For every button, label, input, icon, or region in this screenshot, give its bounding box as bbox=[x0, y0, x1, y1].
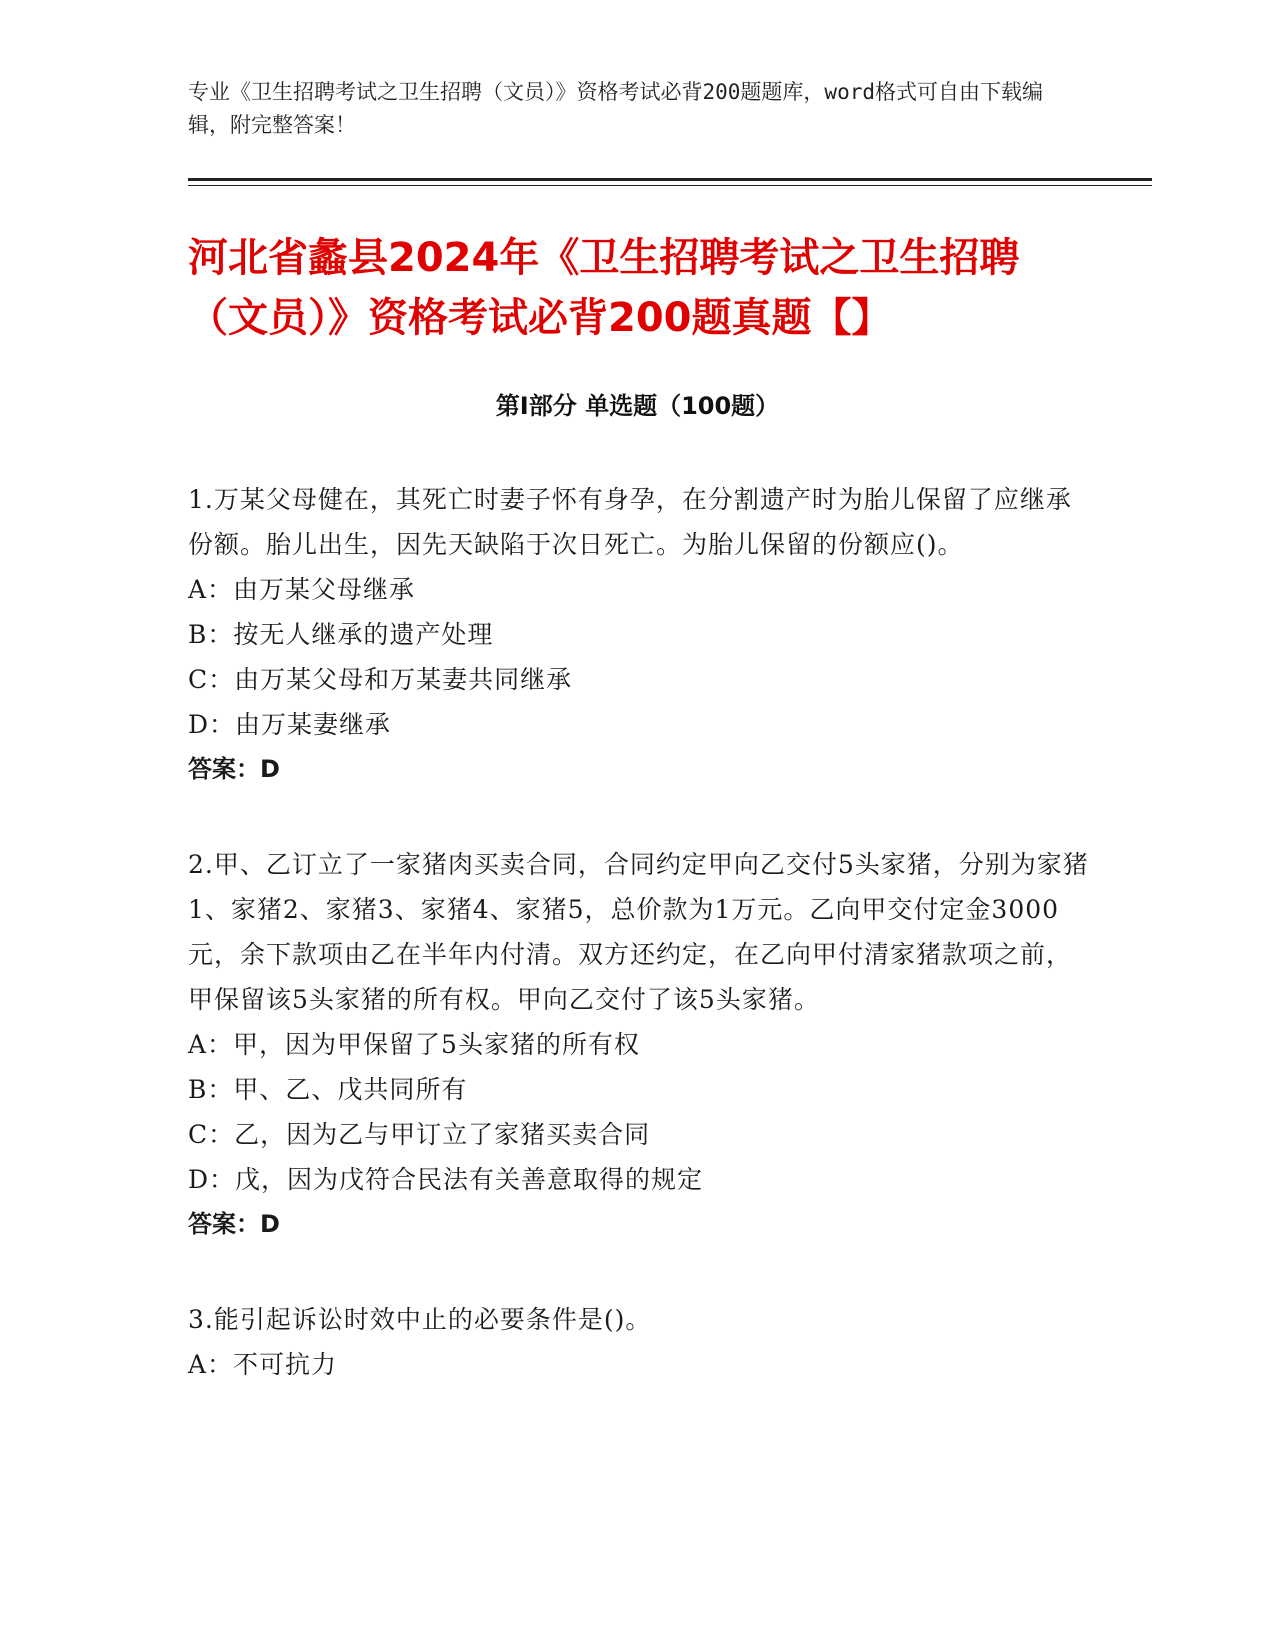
header-rule-thick bbox=[188, 178, 1152, 181]
question-stem: 2.甲、乙订立了一家猪肉买卖合同，合同约定甲向乙交付5头家猪，分别为家猪1、家猪2、家猪3、家猪4、家猪5，总价款为1万元。乙向甲交付定金3000元，余下款项由乙在半年内付清。双方还约定，在乙向甲付清家猪款项之前，甲保留该5头家猪的所有权。甲向乙交付了该5头家猪。 bbox=[188, 850, 1089, 1014]
option-c: C：由万某父母和万某妻共同继承 bbox=[188, 665, 573, 694]
option-c: C：乙，因为乙与甲订立了家猪买卖合同 bbox=[188, 1120, 651, 1149]
question-item bbox=[188, 1297, 1093, 1387]
header-note: 专业《卫生招聘考试之卫生招聘（文员）》资格考试必背200题题库，word格式可自由下载编辑，附完整答案！ bbox=[188, 80, 1043, 137]
answer-line: 答案：D bbox=[188, 1210, 280, 1238]
question-stem: 3.能引起诉讼时效中止的必要条件是()。 bbox=[188, 1305, 652, 1334]
question-list bbox=[188, 477, 1093, 1437]
question-item bbox=[188, 842, 1093, 1247]
option-a: A：由万某父母继承 bbox=[188, 575, 416, 604]
header-rule-thin bbox=[188, 185, 1152, 186]
option-b: B：甲、乙、戊共同所有 bbox=[188, 1075, 468, 1104]
question-item bbox=[188, 477, 1093, 792]
question-stem: 1.万某父母健在，其死亡时妻子怀有身孕，在分割遗产时为胎儿保留了应继承份额。胎儿出生，因先天缺陷于次日死亡。为胎儿保留的份额应()。 bbox=[188, 485, 1072, 559]
answer-line: 答案：D bbox=[188, 755, 280, 783]
option-a: A：不可抗力 bbox=[188, 1350, 338, 1379]
option-d: D：戊，因为戊符合民法有关善意取得的规定 bbox=[188, 1165, 704, 1194]
document-title: 河北省蠡县2024年《卫生招聘考试之卫生招聘（文员）》资格考试必背200题真题【】 bbox=[188, 235, 1020, 341]
option-b: B：按无人继承的遗产处理 bbox=[188, 620, 494, 649]
section-heading: 第Ⅰ部分 单选题（100题） bbox=[495, 392, 780, 420]
option-a: A：甲，因为甲保留了5头家猪的所有权 bbox=[188, 1030, 640, 1059]
option-d: D：由万某妻继承 bbox=[188, 710, 392, 739]
